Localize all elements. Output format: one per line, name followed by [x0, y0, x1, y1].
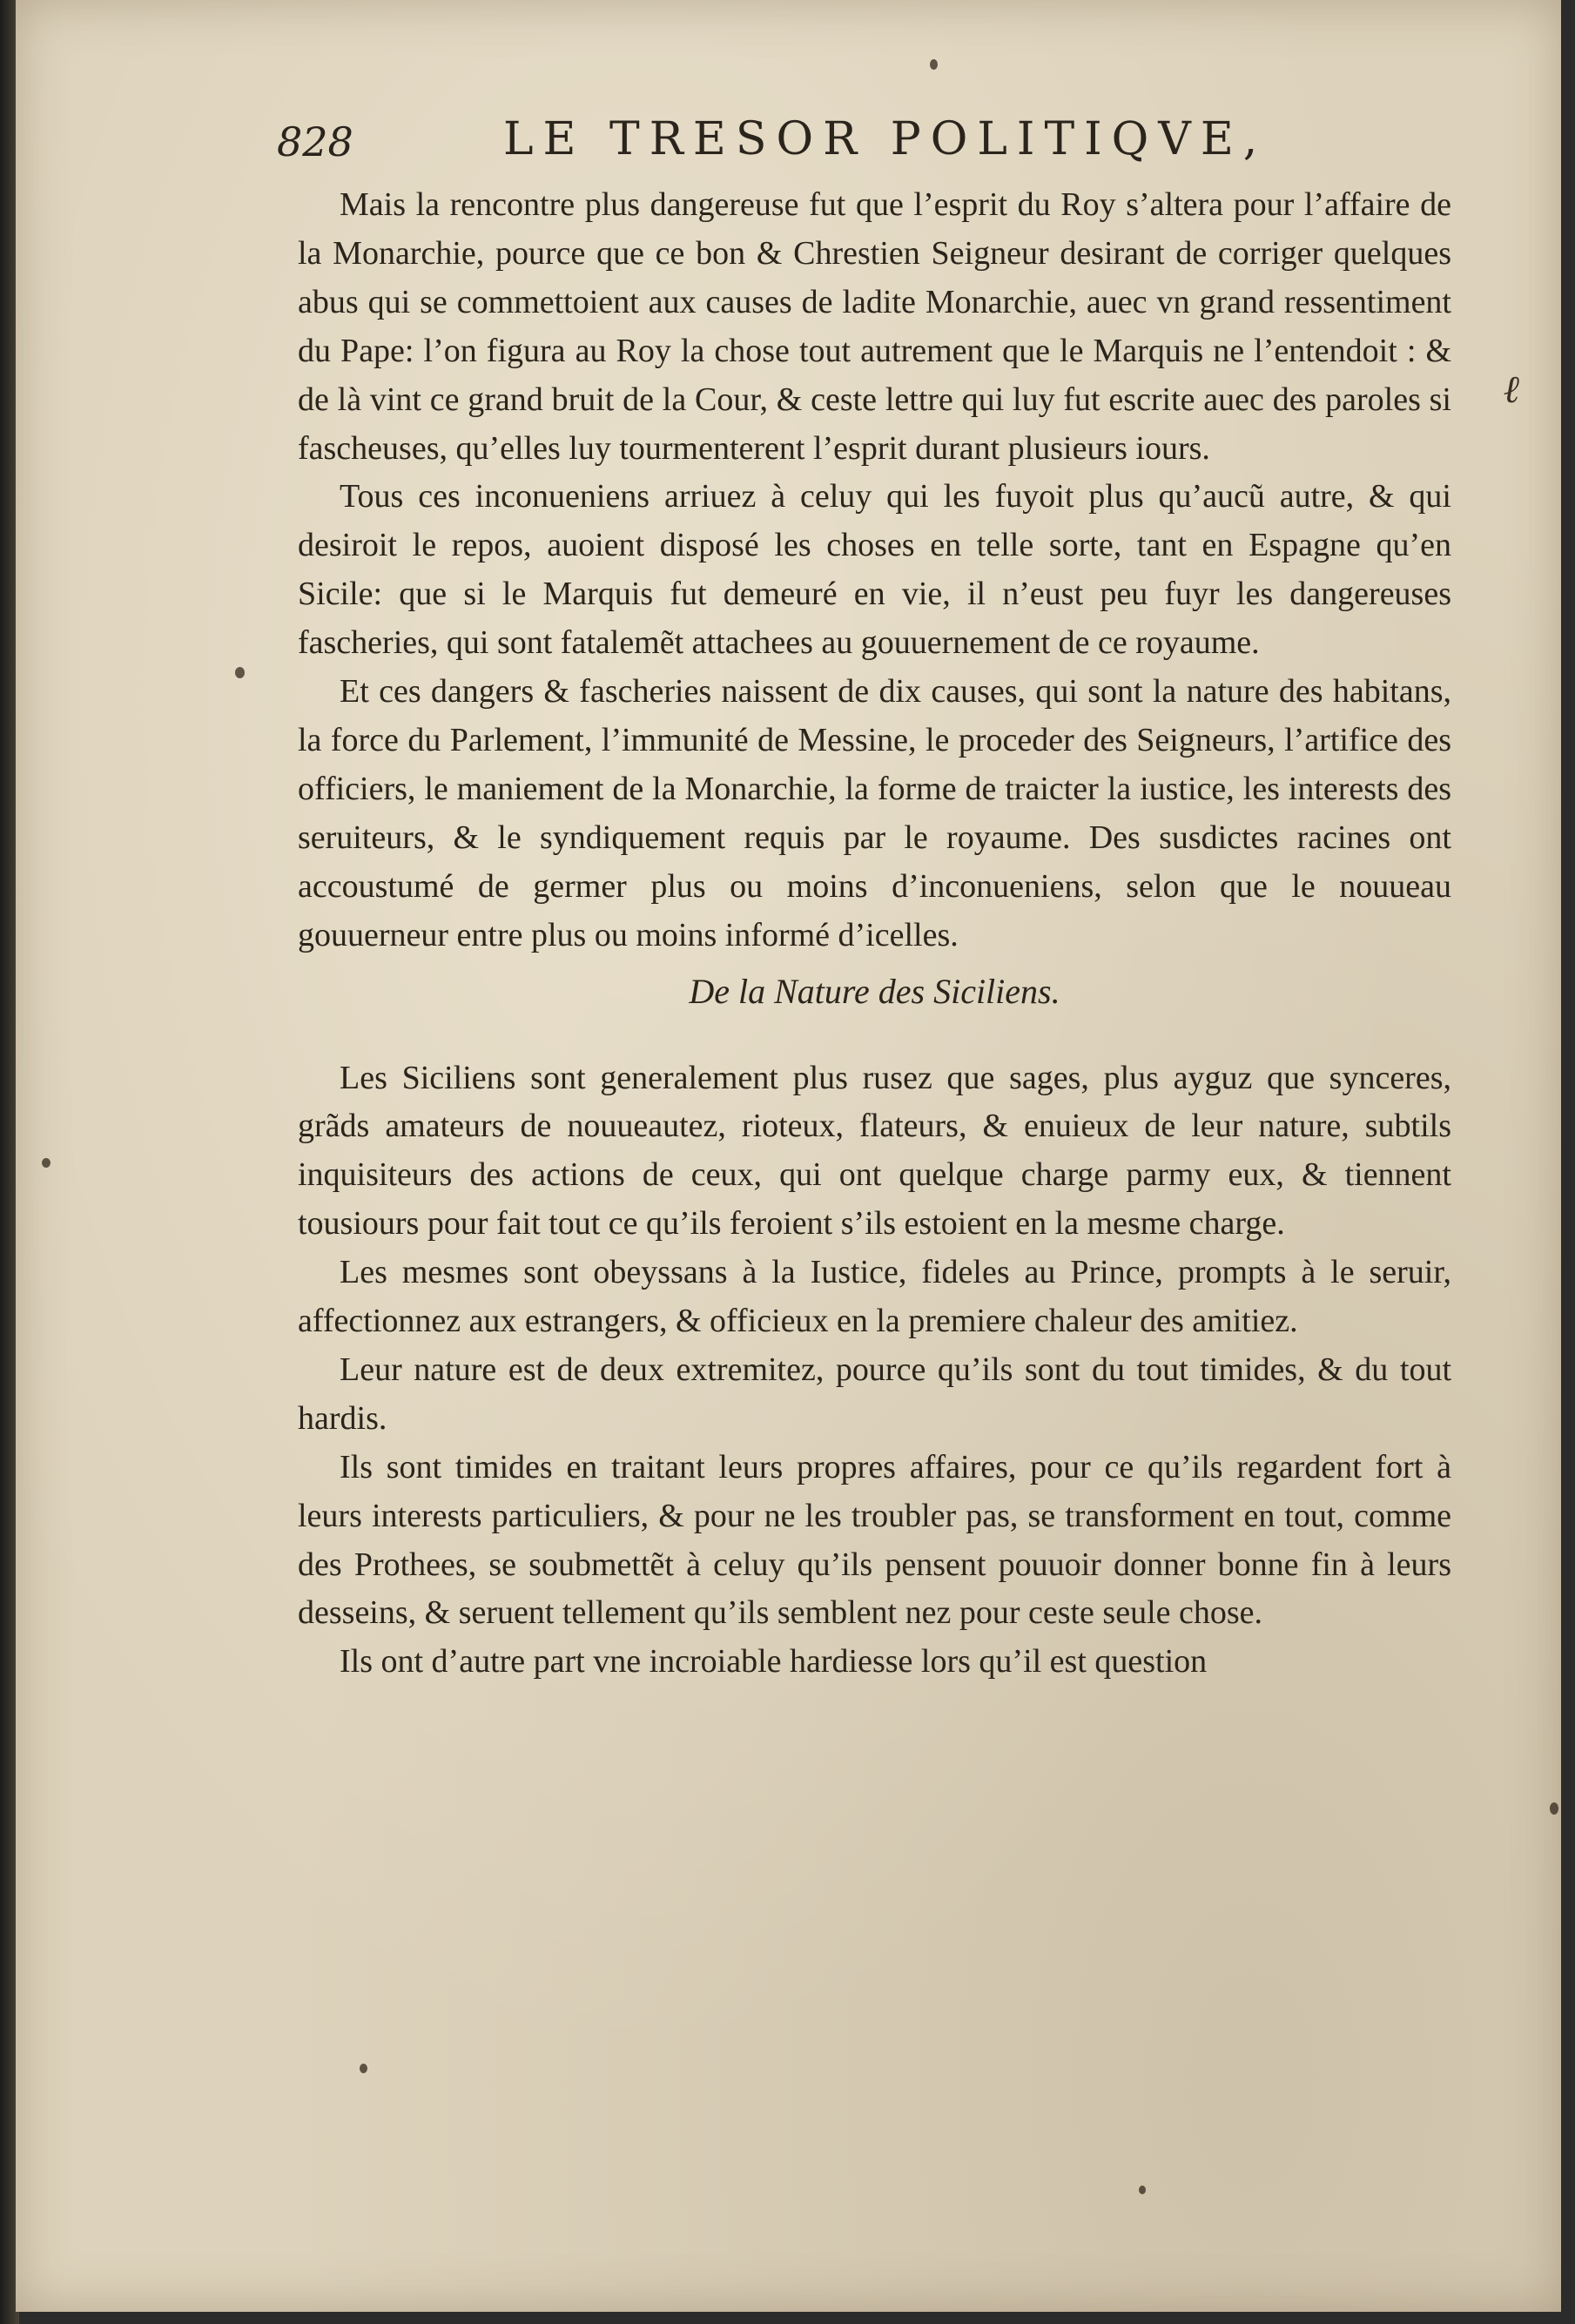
ink-spot	[1550, 1802, 1558, 1815]
paragraph: Leur nature est de deux extremitez, pource qu’ils sont du tout timides, & du tout hardis.	[298, 1351, 1451, 1437]
paragraph: Ils ont d’autre part vne incroiable hardiesse lors qu’il est question	[340, 1643, 1208, 1681]
text-block	[298, 181, 1451, 1687]
section-gap	[298, 1034, 1451, 1054]
paragraph: Les Siciliens sont generalement plus rusez que sages, plus ayguz que synceres, grãds amateurs de nouueautez, rioteux, flateurs, & enuieux de leur nature, subtils inquisiteurs des actions de ceux, qui ont quelque charge parmy eux, & tiennent tousiours pour fait tout ce qu’ils feroient s’ils estoient en la mesme charge.	[298, 1059, 1451, 1243]
paragraph: Et ces dangers & fascheries naissent de dix causes, qui sont la nature des habitans, la force du Parlement, l’immunité de Messine, le proceder des Seigneurs, l’artifice des officiers, le maniement de la Monarchie, la forme de traicter la iustice, les interests des seruiteurs, & le syndiquement requis par le royaume. Des susdictes racines ont accoustumé de germer plus ou moins d’inconueniens, selon que le nouueau gouuerneur entre plus ou moins informé d’icelles.	[298, 673, 1451, 953]
margin-note: ℓ	[1503, 368, 1519, 411]
folio-number: 828	[277, 118, 353, 165]
running-title: LE TRESOR POLITIQVE,	[503, 113, 1268, 165]
ink-spot	[235, 667, 245, 678]
ink-spot	[1139, 2186, 1146, 2194]
paragraph: Ils sont timides en traitant leurs propres affaires, pour ce qu’ils regardent fort à leurs interests particuliers, & pour ne les troubler pas, se transforment en tout, comme des Prothees, se soubmettẽt à celuy qu’ils pensent pouuoir donner bonne fin à leurs desseins, & seruent tellement qu’ils semblent nez pour ceste seule chose.	[298, 1448, 1451, 1632]
paragraph: Tous ces inconueniens arriuez à celuy qui les fuyoit plus qu’aucũ autre, & qui desiroit le repos, auoient disposé les choses en telle sorte, tant en Espagne qu’en Sicile: que si le Marquis fut demeuré en vie, il n’eust peu fuyr les dangereuses fascheries, qui sont fatalemẽt attachees au gouuernement de ce royaume.	[298, 478, 1451, 662]
ink-spot	[360, 2064, 367, 2073]
page-header	[277, 113, 1322, 183]
ink-spot	[930, 59, 938, 70]
ink-spot	[42, 1158, 50, 1168]
paragraph: Les mesmes sont obeyssans à la Iustice, fideles au Prince, prompts à le seruir, affectionnez aux estrangers, & officieux en la premiere chaleur des amitiez.	[298, 1254, 1451, 1340]
section-heading: De la Nature des Siciliens.	[689, 971, 1060, 1011]
paragraph: Mais la rencontre plus dangereuse fut que l’esprit du Roy s’altera pour l’affaire de la Monarchie, pource que ce bon & Chrestien Seigneur desirant de corriger quelques abus qui se commettoient aux causes de ladite Monarchie, auec vn grand ressentiment du Pape: l’on figura au Roy la chose tout autrement que le Marquis ne l’entendoit : & de là vint ce grand bruit de la Cour, & ceste lettre qui luy fut escrite auec des paroles si fascheuses, qu’elles luy tourmenterent l’esprit durant plusieurs iours.	[298, 186, 1451, 467]
